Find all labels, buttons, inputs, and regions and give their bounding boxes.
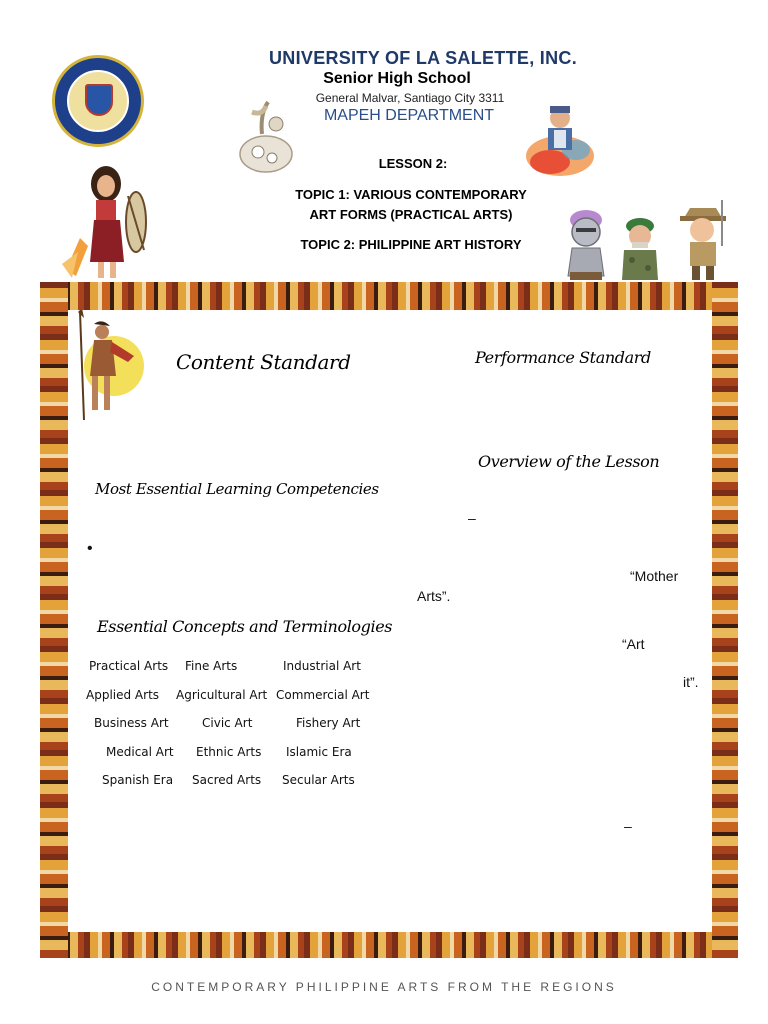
arts-fragment: Arts”. — [417, 588, 451, 604]
armored-knight-figure-icon — [556, 206, 616, 282]
terms-row — [80, 766, 380, 795]
university-name: UNIVERSITY OF LA SALETTE, INC. — [268, 48, 578, 68]
shell-sculpture-figure-icon — [232, 94, 302, 178]
soldier-figure-icon — [612, 214, 668, 284]
dash-bottom: – — [624, 818, 632, 834]
term: Medical Art — [106, 744, 174, 759]
tribal-border-bottom — [40, 932, 736, 958]
art-fragment: “Art — [622, 636, 645, 652]
school-name: Senior High School — [323, 70, 471, 87]
term: Commercial Art — [276, 687, 370, 702]
seal-shield-icon — [85, 84, 113, 116]
term: Sacred Arts — [192, 773, 262, 788]
overview-heading: Overview of the Lesson — [478, 452, 660, 471]
term: Fine Arts — [185, 659, 238, 674]
painter-figure-icon — [520, 96, 598, 182]
term: Practical Arts — [89, 659, 169, 674]
content-standard-heading: Content Standard — [176, 350, 351, 374]
footer-title: CONTEMPORARY PHILIPPINE ARTS FROM THE REGIONS — [151, 980, 617, 994]
mother-fragment: “Mother — [630, 568, 679, 584]
concepts-heading: Essential Concepts and Terminologies — [97, 617, 393, 636]
melc-heading: Most Essential Learning Competencies — [95, 480, 379, 498]
school-seal-icon — [52, 55, 144, 147]
department-name: MAPEH DEPARTMENT — [323, 107, 495, 124]
term: Fishery Art — [296, 716, 361, 731]
seal-inner — [67, 70, 129, 132]
term: Business Art — [94, 716, 169, 731]
terms-row — [80, 738, 380, 767]
dash-top: – — [468, 510, 476, 526]
term: Ethnic Arts — [196, 744, 262, 759]
terms-grid — [80, 652, 380, 795]
school-address: General Malvar, Santiago City 3311 — [315, 91, 505, 105]
terms-row — [80, 681, 380, 710]
topic-2: TOPIC 2: PHILIPPINE ART HISTORY — [300, 237, 522, 252]
tribal-border-right — [712, 282, 738, 958]
terms-row — [80, 652, 380, 681]
term: Industrial Art — [283, 659, 361, 674]
it-fragment: it”. — [683, 674, 699, 690]
tribal-border-left — [40, 282, 68, 958]
performance-standard-heading: Performance Standard — [475, 348, 651, 367]
warrior-woman-figure-icon — [58, 160, 154, 282]
terms-row — [80, 709, 380, 738]
term: Applied Arts — [86, 687, 160, 702]
term: Secular Arts — [282, 773, 355, 788]
topic-1-line-2: ART FORMS (PRACTICAL ARTS) — [309, 207, 513, 222]
tribal-warrior-figure-icon — [74, 310, 146, 424]
explorer-figure-icon — [676, 200, 730, 284]
term: Agricultural Art — [176, 687, 268, 702]
bullet-point: • — [87, 540, 93, 557]
lesson-label: LESSON 2: — [378, 156, 448, 171]
term: Civic Art — [202, 716, 253, 731]
term: Islamic Era — [286, 744, 352, 759]
term: Spanish Era — [102, 773, 174, 788]
tribal-border-top — [40, 282, 738, 310]
topic-1-line-1: TOPIC 1: VARIOUS CONTEMPORARY — [295, 187, 527, 202]
